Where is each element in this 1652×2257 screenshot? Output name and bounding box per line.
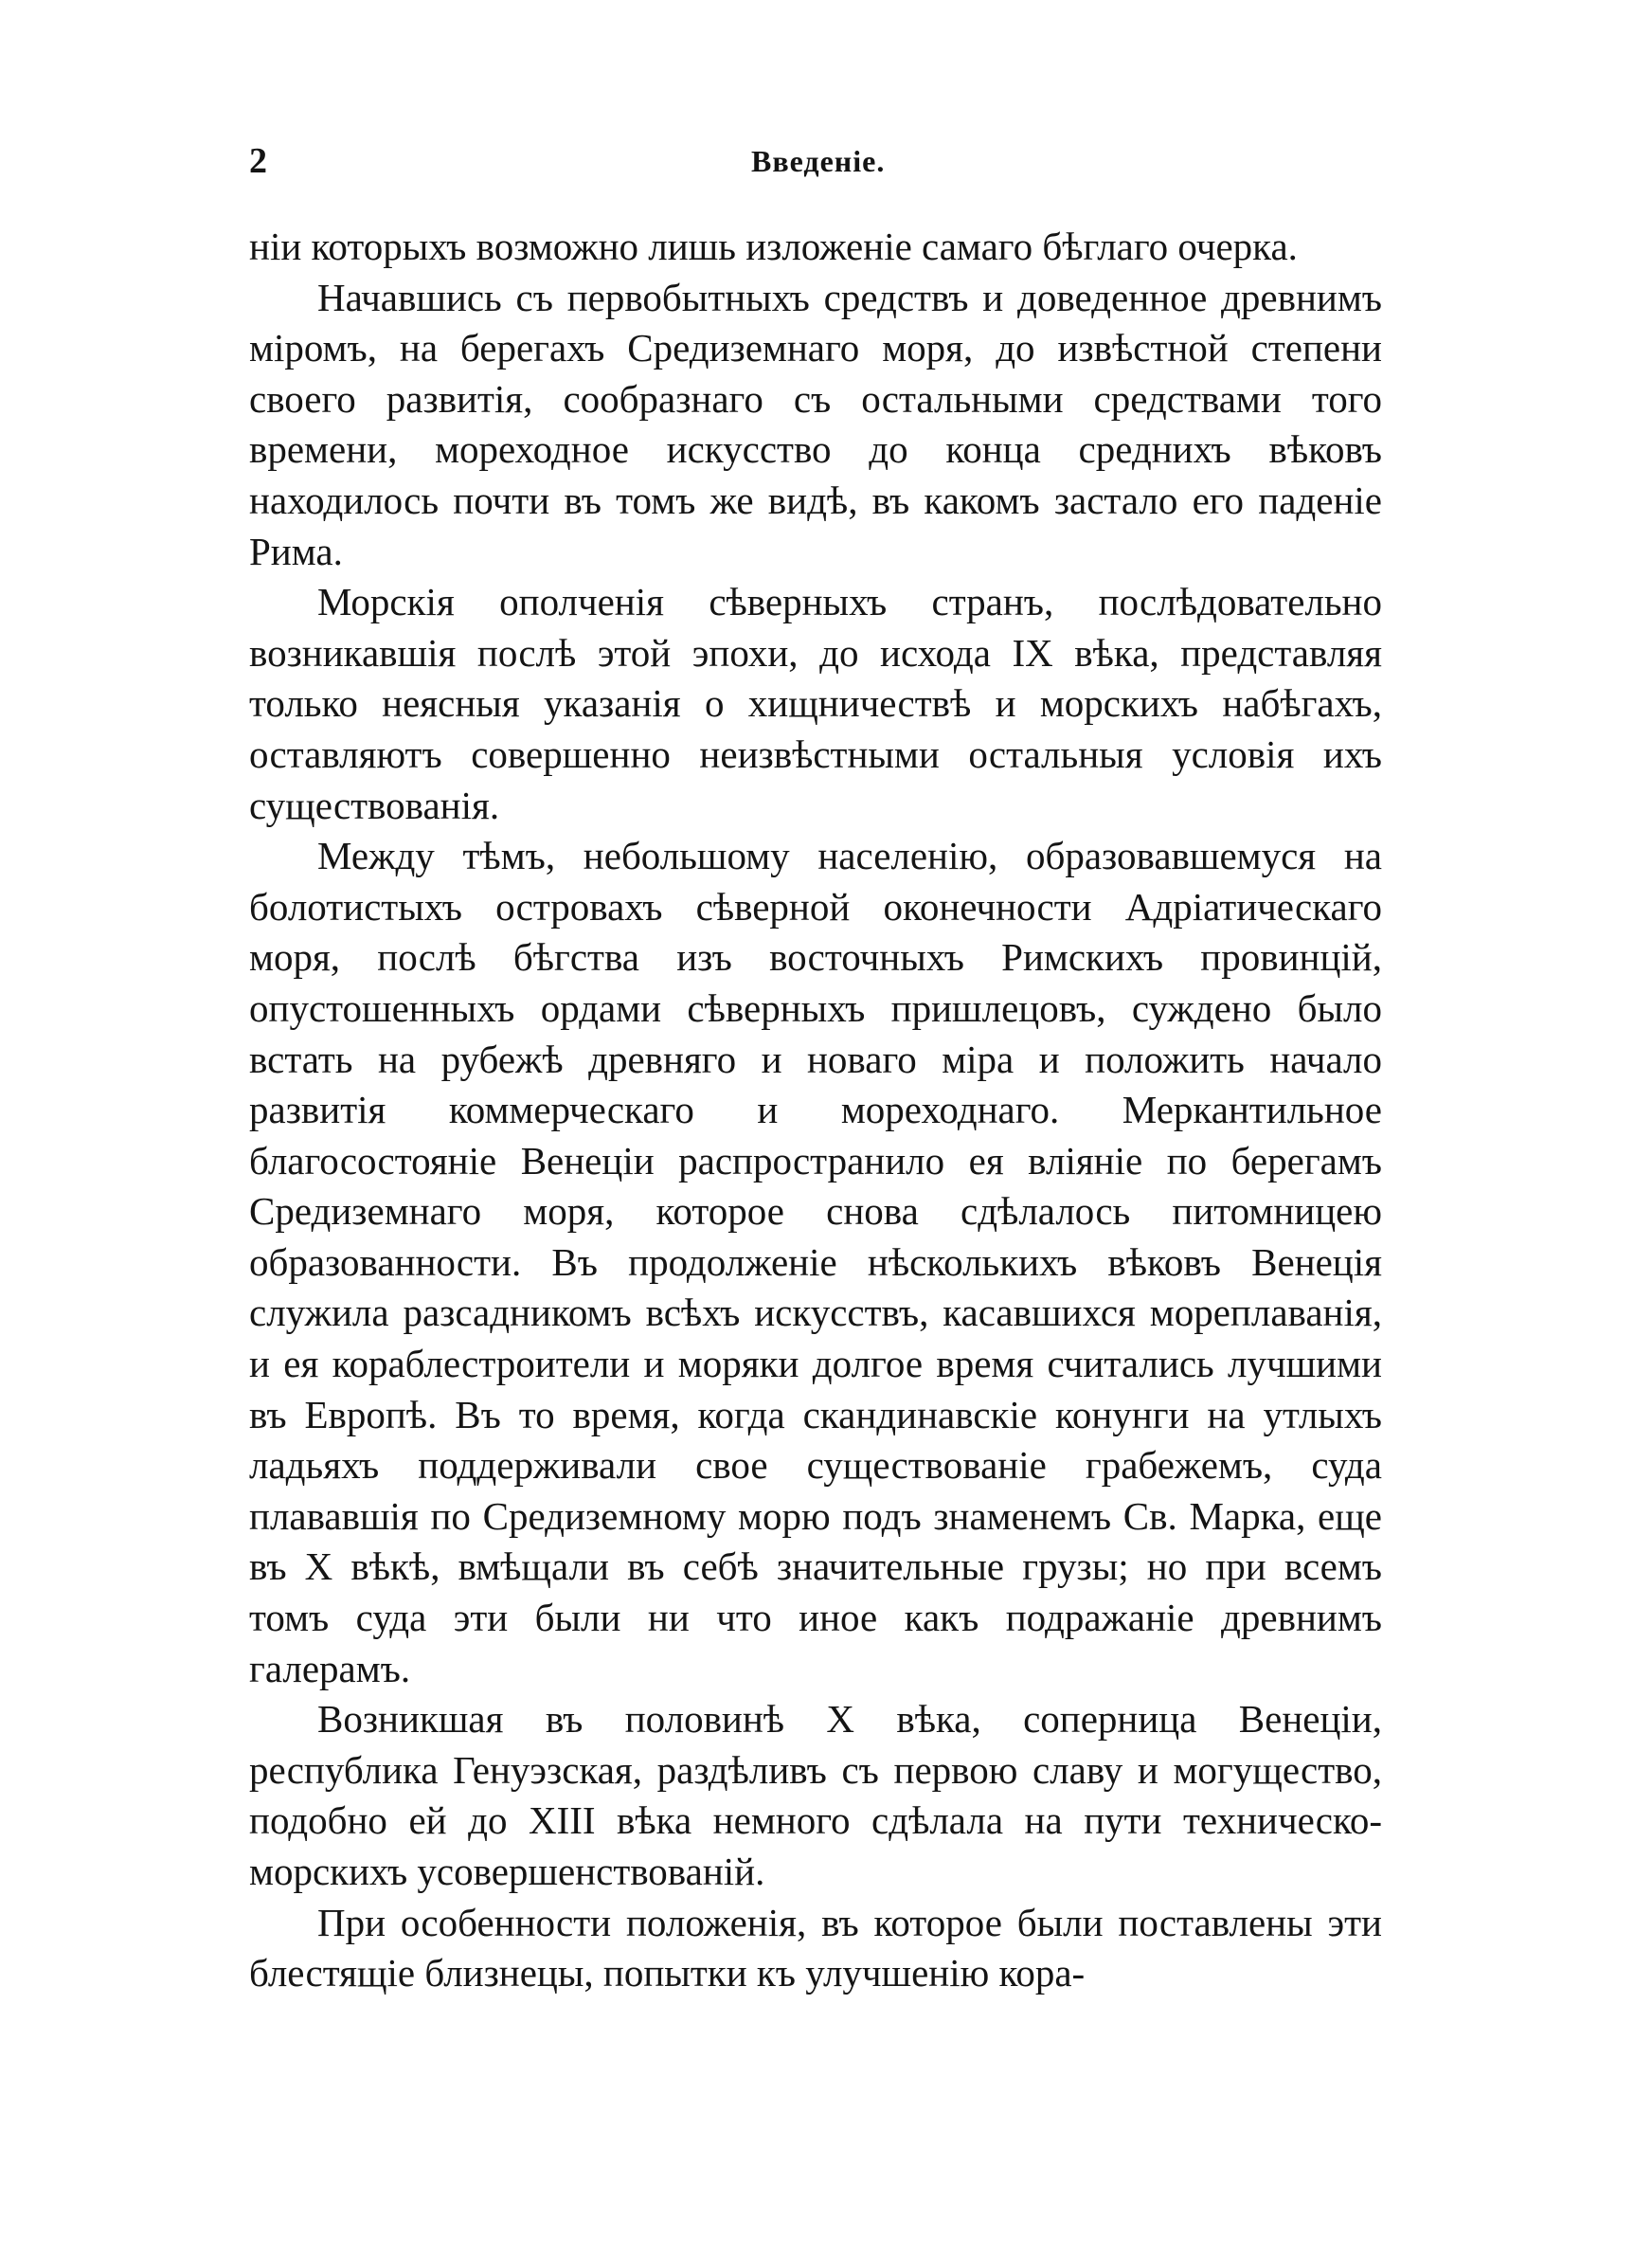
running-title: Введенiе. <box>751 144 886 178</box>
paragraph: Начавшись съ первобытныхъ средствъ и доведенное древнимъ мiромъ, на берегахъ Средиземнаго моря, до извѣстной степени своего развитiя, сообразнаго съ остальными средствами того времени, мореходное искусство до конца среднихъ вѣковъ находилось почти въ томъ же видѣ, въ какомъ застало его паденiе Рима. <box>249 275 1382 573</box>
page-number: 2 <box>249 141 267 181</box>
paragraph: Возникшая въ половинѣ X вѣка, соперница Венецiи, республика Генуэзская, раздѣливъ съ первою славу и могущество, подобно ей до XIII вѣка немного сдѣлала на пути техническо-морскихъ усовершенствованiй. <box>249 1697 1382 1893</box>
paragraph: Морскiя ополченiя сѣверныхъ странъ, послѣдовательно возникавшiя послѣ этой эпохи, до исхода IX вѣка, представляя только неясныя указанiя о хищничествѣ и морскихъ набѣгахъ, оставляютъ совершенно неизвѣстными остальныя условiя ихъ существованiя. <box>249 580 1382 827</box>
body-text <box>249 222 1382 1999</box>
paragraph: При особенности положенiя, въ которое были поставлены эти блестящiе близнецы, попытки къ улучшенiю кора- <box>249 1900 1382 1995</box>
running-head <box>249 140 1382 197</box>
paragraph: Между тѣмъ, небольшому населенiю, образовавшемуся на болотистыхъ островахъ сѣверной оконечности Адрiатическаго моря, послѣ бѣгства изъ восточныхъ Римскихъ провинцiй, опустошенныхъ ордами сѣверныхъ пришлецовъ, суждено было встать на рубежѣ древняго и новаго мiра и положить начало развитiя коммерческаго и мореходнаго. Меркантильное благосостоянiе Венецiи распространило ея влiянiе по берегамъ Средиземнаго моря, которое снова сдѣлалось питомницею образованности. Въ продолженiе нѣсколькихъ вѣковъ Венецiя служила разсадникомъ всѣхъ искусствъ, касавшихся мореплаванiя, и ея кораблестроители и моряки долгое время считались лучшими въ Европѣ. Въ то время, когда скандинавскiе конунги на утлыхъ ладьяхъ поддерживали свое существованiе грабежемъ, суда плававшiя по Средиземному морю подъ знаменемъ Св. Марка, еще въ X вѣкѣ, вмѣщали въ себѣ значительные грузы; но при всемъ томъ суда эти были ни что иное какъ подражанiе древнимъ галерамъ. <box>249 834 1382 1690</box>
paragraph-continued: нiи которыхъ возможно лишь изложенiе самаго бѣглаго очерка. <box>249 225 1298 268</box>
